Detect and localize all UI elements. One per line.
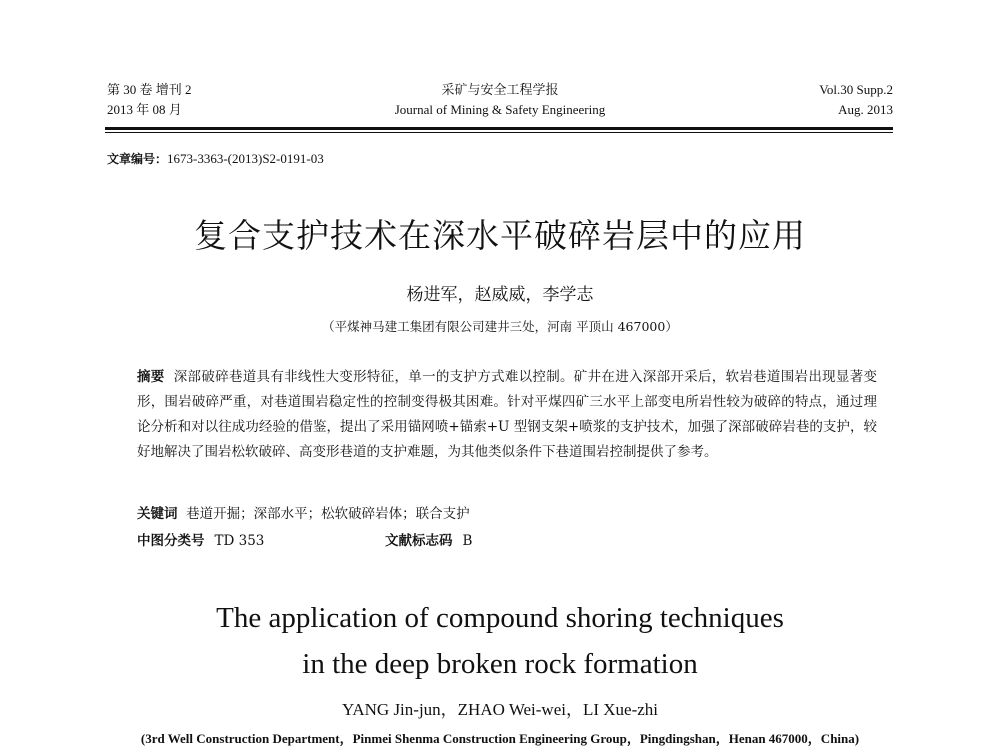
classification (137, 529, 264, 554)
paper-title-en (0, 595, 1000, 687)
document-code-label: 文献标志码 (385, 533, 453, 549)
article-number (107, 150, 324, 167)
volume-issue-en: Vol.30 Supp.2 (819, 82, 893, 97)
classification-value: TD 353 (214, 533, 265, 549)
affiliation-cn: （平煤神马建工集团有限公司建井三处，河南 平顶山 467000） (322, 319, 678, 334)
header-rule-thin (105, 132, 893, 133)
keywords-label: 关键词 (137, 506, 178, 522)
document-code-value: B (462, 533, 473, 549)
authors-cn: 杨进军，赵威威，李学志 (406, 285, 594, 305)
abstract-label: 摘要 (137, 369, 165, 385)
issue-date: 2013 年 08 月 (107, 102, 182, 117)
abstract (137, 365, 877, 465)
issue-date-en: Aug. 2013 (838, 102, 893, 117)
abstract-text: 深部破碎巷道具有非线性大变形特征，单一的支护方式难以控制。矿井在进入深部开采后，软岩巷道围岩出现显著变形，围岩破碎严重，对巷道围岩稳定性的控制变得极其困难。针对平煤四矿三水平上部变电所岩性较为破碎的特点，通过理论分析和对以往成功经验的借鉴，提出了采用锚网喷+锚索+U 型钢支架+喷浆的支护技术，加强了深部破碎岩巷的支护，较好地解决了围岩松软破碎、高变形巷道的支护难题，为其他类似条件下巷道围岩控制提供了参考。 (137, 369, 877, 460)
header-rule-thick (105, 127, 893, 130)
journal-name (300, 80, 700, 120)
paper-title-en-line2: in the deep broken rock formation (302, 648, 698, 680)
article-number-value: 1673-3363-(2013)S2-0191-03 (167, 151, 324, 166)
article-number-label: 文章编号： (107, 152, 168, 166)
paper-title-cn: 复合支护技术在深水平破碎岩层中的应用 (194, 216, 806, 255)
journal-name-en: Journal of Mining & Safety Engineering (394, 102, 606, 117)
authors-en: YANG Jin-jun，ZHAO Wei-wei，LI Xue-zhi (341, 700, 659, 719)
volume-issue: 第 30 卷 增刊 2 (107, 82, 192, 97)
journal-name-cn: 采矿与安全工程学报 (441, 82, 559, 97)
classification-label: 中图分类号 (137, 533, 205, 549)
journal-volume-info (107, 80, 192, 120)
document-code (385, 529, 472, 554)
paper-title-en-line1: The application of compound shoring techniques (216, 602, 784, 634)
keywords (137, 502, 470, 527)
keywords-text: 巷道开掘；深部水平；松软破碎岩体；联合支护 (186, 506, 470, 522)
journal-volume-info-en (819, 80, 893, 120)
affiliation-en: (3rd Well Construction Department，Pinmei Shenma Construction Engineering Group，Pingdingshan，Henan 467000，China) (140, 731, 860, 746)
